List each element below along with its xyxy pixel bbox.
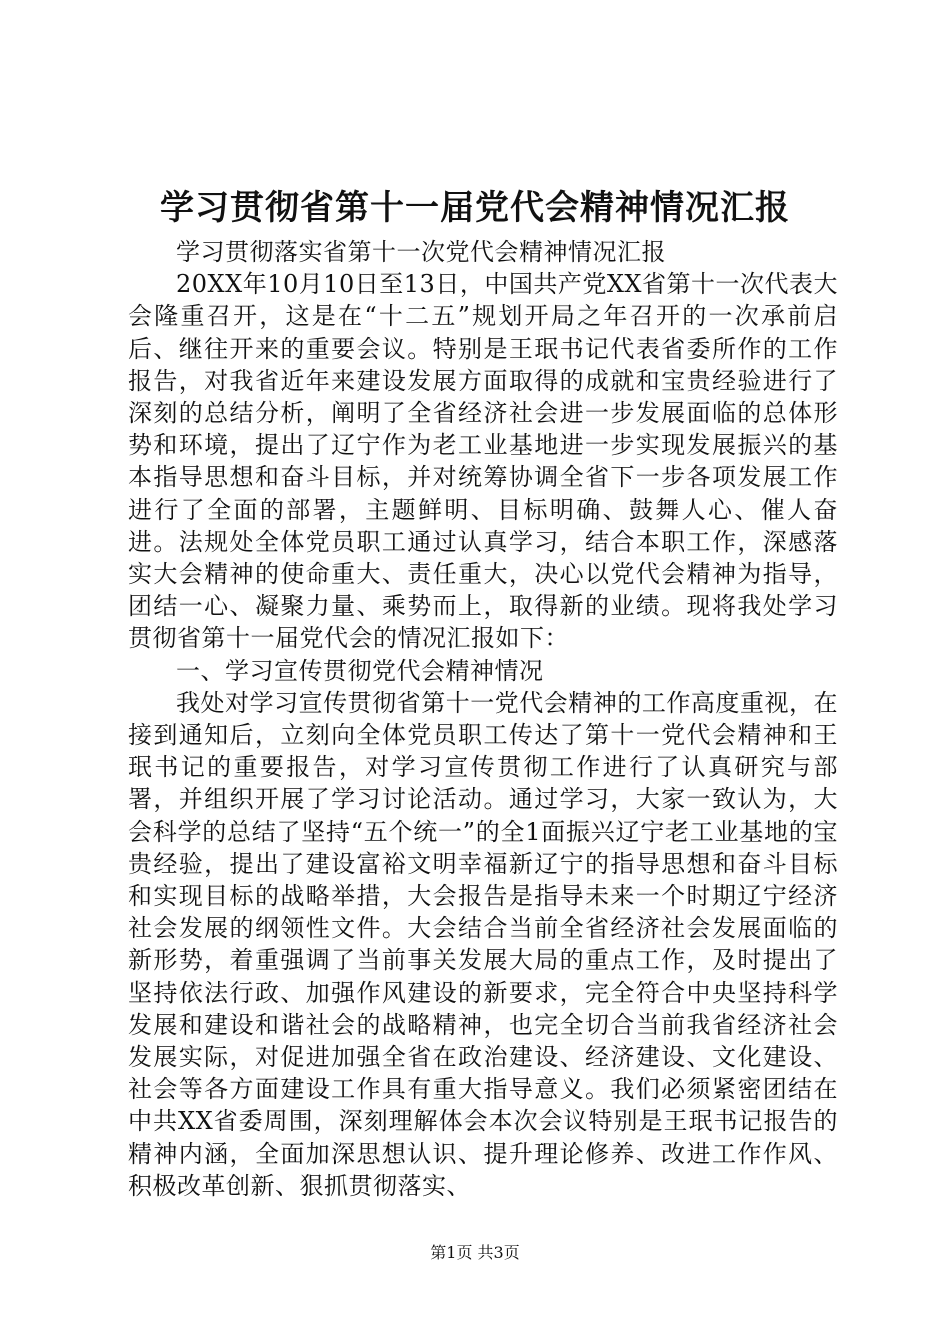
paragraph: 20XX年10月10日至13日，中国共产党XX省第十一次代表大会隆重召开，这是在“十二五”规划开局之年召开的一次承前启后、继往开来的重要会议。特别是王珉书记代表省委所作的工作报告，对我省近年来建设发展方面取得的成就和宝贵经验进行了深刻的总结分析，阐明了全省经济社会进一步发展面临的总体形势和环境，提出了辽宁作为老工业基地进一步实现发展振兴的基本指导思想和奋斗目标，并对统筹协调全省下一步各项发展工作进行了全面的部署，主题鲜明、目标明确、鼓舞人心、催人奋进。法规处全体党员职工通过认真学习，结合本职工作，深感落实大会精神的使命重大、责任重大，决心以党代会精神为指导，团结一心、凝聚力量、乘势而上，取得新的业绩。现将我处学习贯彻省第十一届党代会的情况汇报如下：: [128, 270, 838, 653]
section-heading: 一、学习宣传贯彻党代会精神情况: [176, 656, 544, 685]
document-title: 学习贯彻省第十一届党代会精神情况汇报: [160, 188, 790, 228]
document-body: [128, 236, 838, 1202]
paragraph: 我处对学习宣传贯彻省第十一党代会精神的工作高度重视，在接到通知后，立刻向全体党员职工传达了第十一党代会精神和王珉书记的重要报告，对学习宣传贯彻工作进行了认真研究与部署，并组织开展了学习讨论活动。通过学习，大家一致认为，大会科学的总结了坚持“五个统一”的全1面振兴辽宁老工业基地的宝贵经验，提出了建设富裕文明幸福新辽宁的指导思想和奋斗目标和实现目标的战略举措，大会报告是指导未来一个时期辽宁经济社会发展的纲领性文件。大会结合当前全省经济社会发展面临的新形势，着重强调了当前事关发展大局的重点工作，及时提出了坚持依法行政、加强作风建设的新要求，完全符合中央坚持科学发展和建设和谐社会的战略精神，也完全切合当前我省经济社会发展实际，对促进加强全省在政治建设、经济建设、文化建设、社会等各方面建设工作具有重大指导意义。我们必须紧密团结在中共XX省委周围，深刻理解体会本次会议特别是王珉书记报告的精神内涵，全面加深思想认识、提升理论修养、改进工作作风、积极改革创新、狠抓贯彻落实、: [128, 688, 838, 1200]
page-footer: 第1页 共3页: [430, 1243, 520, 1262]
subtitle: 学习贯彻落实省第十一次党代会精神情况汇报: [176, 238, 666, 266]
